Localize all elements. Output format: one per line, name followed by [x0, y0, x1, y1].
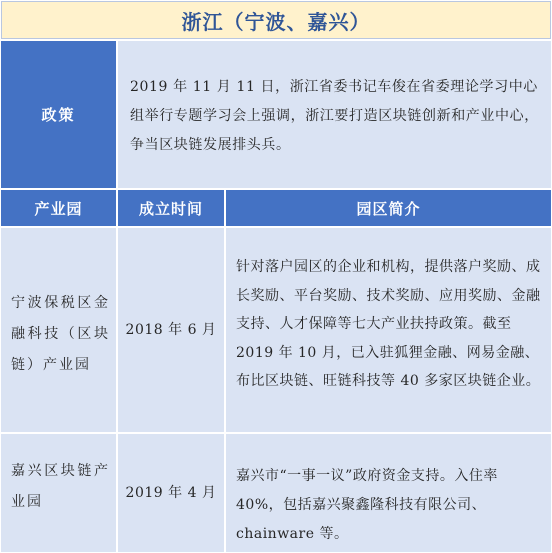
row-2-date: 2019 年 4 月 [118, 434, 224, 552]
row-2-intro: 嘉兴市“一事一议”政府资金支持。入住率 40%，包括嘉兴聚鑫隆科技有限公司、chainware 等。 [226, 434, 551, 552]
row-1-park: 宁波保税区金融科技（区块链）产业园 [1, 228, 116, 432]
policy-text: 2019 年 11 月 11 日，浙江省委书记车俊在省委理论学习中心组举行专题学习会上强调，浙江要打造区块链创新和产业中心，争当区块链发展排头兵。 [118, 41, 551, 188]
policy-label: 政策 [1, 41, 116, 188]
header-date: 成立时间 [118, 190, 224, 226]
header-intro: 园区简介 [226, 190, 551, 226]
row-1-date: 2018 年 6 月 [118, 228, 224, 432]
row-2-park: 嘉兴区块链产业园 [1, 434, 116, 552]
row-1-intro: 针对落户园区的企业和机构，提供落户奖励、成长奖励、平台奖励、技术奖励、应用奖励、金融支持、人才保障等七大产业扶持政策。截至 2019 年 10 月，已入驻狐狸金融、网易金融、布比区块链、旺链科技等 40 多家区块链企业。 [226, 228, 551, 432]
header-park: 产业园 [1, 190, 116, 226]
table-title: 浙江（宁波、嘉兴） [1, 1, 551, 39]
